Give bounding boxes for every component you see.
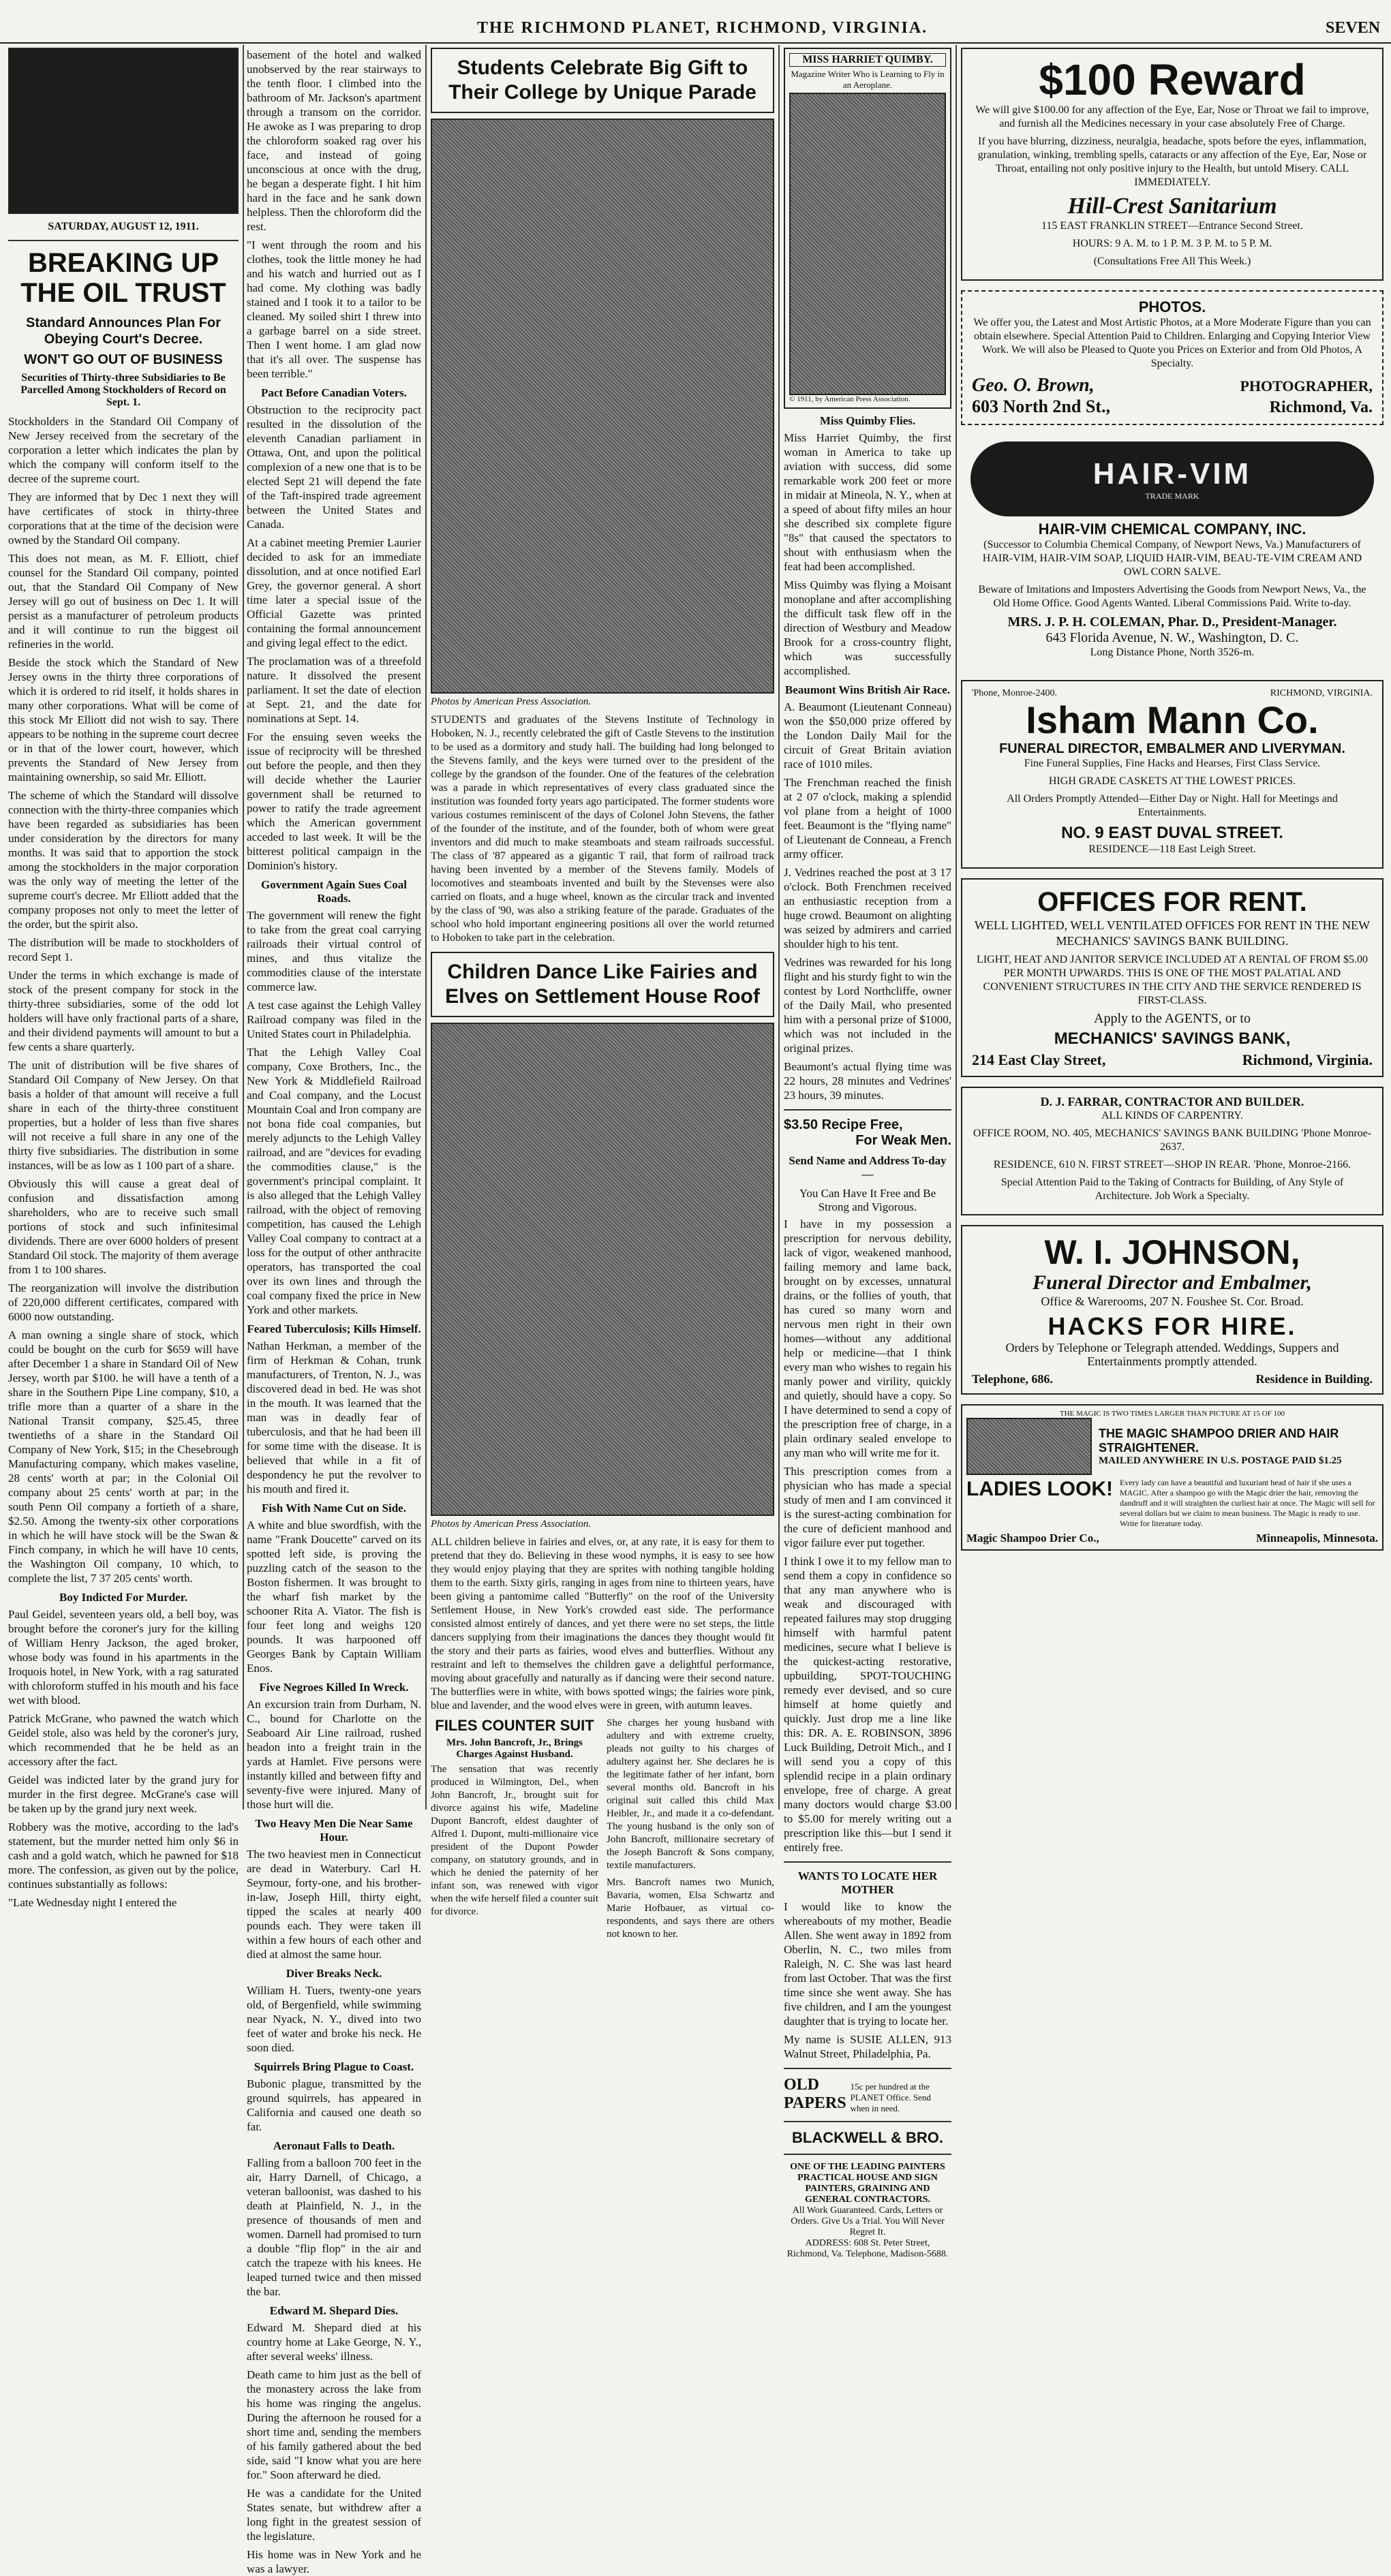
ad-text: WELL LIGHTED, WELL VENTILATED OFFICES FOR RENT IN THE NEW MECHANICS' SAVINGS BANK BUILDING. xyxy=(974,918,1371,948)
page-number: SEVEN xyxy=(1326,19,1381,37)
ad-name: THE MAGIC SHAMPOO DRIER AND HAIR STRAIGHTENER. xyxy=(1099,1426,1339,1455)
ad-text: FUNERAL DIRECTOR, EMBALMER AND LIVERYMAN. xyxy=(999,741,1345,756)
ad-text: MAILED ANYWHERE IN U.S. POSTAGE PAID $1.25 xyxy=(1099,1455,1342,1466)
ad-text: ALL KINDS OF CARPENTRY. xyxy=(1101,1110,1244,1121)
ad-headline: HACKS FOR HIRE. xyxy=(1048,1312,1297,1340)
ad-headline: $3.50 Recipe Free, xyxy=(784,1117,903,1132)
ad-city: Minneapolis, Minnesota. xyxy=(1256,1532,1378,1545)
paragraph: This does not mean, as M. F. Elliott, chief counsel for the Standard Oil company, pointed out, that the Standard Oil Company of New Jersey will go out of business on Dec 1. It will persist as a manufacturer of petroleum products and it will continue to run the biggest oil refineries in the world. xyxy=(8,552,239,651)
subhead: Boy Indicted For Murder. xyxy=(59,1591,187,1604)
paragraph: An excursion train from Durham, N. C., bound for Charlotte on the Seaboard Air Line railroad, rushed headon into a freight train in the yards at Hamlet. Five persons were instantly killed and between fifty and seventy-five were injured. Many of those hurt will die. xyxy=(247,1698,421,1811)
photo-credit: Photos by American Press Association. xyxy=(431,1519,592,1530)
photo-title: MISS HARRIET QUIMBY. xyxy=(789,53,946,67)
paragraph: Falling from a balloon 700 feet in the air, Harry Darnell, of Chicago, a veteran balloonist, was dashed to his death at Plainfield, N. J., in the presence of thousands of men and women. Darnell had promised to turn a double "flip flop" in the air and catch the trapeze with his knees. He leaped turned twice and then missed the bar. xyxy=(247,2156,421,2298)
photo-credit: Photos by American Press Association. xyxy=(431,696,592,707)
ad-text: RESIDENCE—118 East Leigh Street. xyxy=(1088,843,1256,855)
paragraph: I think I owe it to my fellow man to send them a copy in confidence so that any man anywhere who is weak and discouraged with repeated failures may stop drugging himself with harmful patent medicines, secure what I believe is the quickest-acting restorative, upbuilding, SPOT-TOUCHING remedy ever devised, and so cure himself at home quietly and quickly. Just drop me a line like this: DR. A. E. ROBINSON, 3896 Luck Building, Detroit Mich., and I will send you a copy of this splendid recipe in a plain ordinary envelope, free of charge. A great many doctors would charge $3.00 to $5.00 for merely writing out a prescription like this—but I send it entirely free. xyxy=(784,1555,951,1854)
ad-text: Apply to the AGENTS, or to xyxy=(1094,1011,1251,1026)
ad-city: RICHMOND, VIRGINIA. xyxy=(1270,688,1373,698)
column-2 xyxy=(247,48,421,2575)
ad-city: Richmond, Va. xyxy=(1269,399,1373,416)
paragraph: My name is SUSIE ALLEN, 913 Walnut Street, Philadelphia, Pa. xyxy=(784,2033,951,2060)
ad-text: PRACTICAL HOUSE AND SIGN PAINTERS, GRAINING AND GENERAL CONTRACTORS. xyxy=(797,2173,938,2205)
ad-text: RESIDENCE, 610 N. FIRST STREET—SHOP IN REAR. 'Phone, Monroe-2166. xyxy=(993,1159,1351,1170)
ad-text: ADDRESS: 608 St. Peter Street, Richmond, Va. Telephone, Madison-5688. xyxy=(786,2238,949,2259)
paragraph: Geidel was indicted later by the grand jury for murder in the first degree. McGrane's case will be taken up by the grand jury next week. xyxy=(8,1773,239,1815)
ad-text: HOURS: 9 A. M. to 1 P. M. 3 P. M. to 5 P. M. xyxy=(1072,238,1272,249)
ad-text: Funeral Director and Embalmer, xyxy=(1032,1271,1313,1294)
paragraph: That the Lehigh Valley Coal company, Coxe Brothers, Inc., the New York & Middlefield Railroad and Coal company, and the Locust Mountain Coal and Iron company are not bona fide coal companies, but merely adjuncts to the Lehigh Valley railroad, and are "devices for evading the commodities clause," is the government's principal complaint. It is also alleged that the Lehigh Valley railroad, with the object of removing competition, has caused the Lehigh Valley Coal company to contract at a loss for the output of other anthracite operators, has transported the coal over its own lines and through the coal company fixed the price in New York and other markets. xyxy=(247,1046,421,1316)
ad-text: All Orders Promptly Attended—Either Day or Night. Hall for Meetings and Entertainments. xyxy=(1007,793,1338,818)
ad-headline: OLD PAPERS xyxy=(784,2076,846,2112)
ad-text: Beware of Imitations and Imposters Advertising the Goods from Newport News, Va., the Old Home Office. Good Agents Wanted. Liberal Commissions Paid. Write to-day. xyxy=(978,584,1366,609)
paragraph: Obviously this will cause a great deal of confusion and dissatisfaction among shareholders, who are to receive such small portions of stock and such infinitesimal dividends. There are over 6000 holders of present Standard Oil stock. The majority of them average from 1 to 100 shares. xyxy=(8,1177,239,1276)
ad-text: (Consultations Free All This Week.) xyxy=(1093,255,1251,267)
ad-name: D. J. FARRAR, CONTRACTOR AND BUILDER. xyxy=(1040,1095,1304,1108)
headline: THE OIL TRUST xyxy=(20,278,226,308)
paragraph: Miss Quimby was flying a Moisant monoplane and after accomplishing the difficult task flew off in the direction of Westbury and Meadow Brook for a cross-country flight, which was successfully accomplished. xyxy=(784,578,951,677)
paragraph: STUDENTS and graduates of the Stevens Institute of Technology in Hoboken, N. J., recently celebrated the gift of Castle Stevens to the institution to be used as a dormitory and study hall. The building had long belonged to the Stevens family, and the keys were turned over to the president of the college by the grandson of the founder. One of the features of the celebration was a parade in which representatives of every class graduated since the institution was founded forty years ago participated. The former students wore various costumes reminiscent of the days of Colonel John Stevens, the father of the founder of the institute, and of the founder, both of whom were great inventors and did much to make steamboats and steam railroads successful. The class of '87 appeared as a gigantic T rail, that form of railroad track having been invented by a member of the Stevens family. Models of locomotives and steamboats invented and built by the Stevenses were also carried on floats, and a huge wheel, known as the circular track and invented by the class of '90, was also a striking feature of the parade. Graduates of the school who hold important engineering positions all over the world returned to Hoboken to take part in the celebration. xyxy=(431,714,774,944)
paragraph: Edward M. Shepard died at his country home at Lake George, N. Y., after several weeks' illness. xyxy=(247,2321,421,2363)
ad-text: LIGHT, HEAT AND JANITOR SERVICE INCLUDED AT A RENTAL OF FROM $5.00 PER MONTH UPWARDS. THIS IS ONE OF THE MOST PALATIAL AND CONVENIENT STRUCTURES IN THE CITY AND THE SERVICE RENDERED IS FIRST-CLASS. xyxy=(977,954,1368,1006)
ad-headline: OFFICES FOR RENT. xyxy=(1037,887,1307,917)
subhead: Two Heavy Men Die Near Same Hour. xyxy=(255,1817,413,1844)
subhead: Government Again Sues Coal Roads. xyxy=(261,878,407,905)
column-rule xyxy=(243,45,244,1810)
ad-text: PHOTOGRAPHER, xyxy=(1240,377,1373,394)
ad-name: HAIR-VIM CHEMICAL COMPANY, INC. xyxy=(1038,521,1306,538)
ad-headline: BLACKWELL & BRO. xyxy=(791,2129,944,2146)
deck: WON'T GO OUT OF BUSINESS xyxy=(24,352,223,367)
masthead xyxy=(0,0,1391,44)
paragraph: This prescription comes from a physician who has made a special study of men and I am convinced it is the surest-acting combination for the cure of deficient manhood and vigor failure ever put together. xyxy=(784,1465,951,1549)
hair-vim-ad xyxy=(961,435,1384,670)
hill-crest-ad xyxy=(961,48,1384,281)
ad-phone: 'Phone, Monroe-2400. xyxy=(972,688,1058,698)
paragraph: Nathan Herkman, a member of the firm of Herkman & Cohan, trunk manufacturers, of Trenton, N. J., was discovered dead in bed. He was shot in the mouth. It was learned that the man was in deadly fear of tuberculosis, and that he had been ill for some time with the disease. It is believed that while in a fit of despondency he put the revolver to his mouth and fired it. xyxy=(247,1339,421,1495)
ad-text: We will give $100.00 for any affection of the Eye, Ear, Nose or Throat we fail to improve, and furnish all the Medicines necessary in your case absolutely Free of Charge. xyxy=(975,104,1369,129)
feature-headline: Students Celebrate Big Gift to Their College by Unique Parade xyxy=(431,48,774,113)
ad-headline: PHOTOS. xyxy=(1138,298,1206,315)
paragraph: The reorganization will involve the distribution of 220,000 different certificates, compared with 6000 now outstanding. xyxy=(8,1282,239,1323)
parade-photo xyxy=(431,119,774,694)
subhead: Pact Before Canadian Voters. xyxy=(260,386,408,399)
paragraph: At a cabinet meeting Premier Laurier decided to ask for an immediate dissolution, and at once notified Earl Grey, the governor general. A short time later a special issue of the Official Gazette was printed containing the formal announcement and giving legal effect to the edict. xyxy=(247,536,421,649)
deck: Securities of Thirty-three Subsidiaries to Be Parcelled Among Stockholders of Record on Sept. 1. xyxy=(20,372,226,408)
ad-name: Magic Shampoo Drier Co., xyxy=(966,1532,1099,1545)
paragraph: The unit of distribution will be five shares of Standard Oil Company of New Jersey. On that basis a holder of that amount will receive a full share in each of the thirty-three constituent properties, but a holder of less than five shares will not receive a full share in any one of the thirty five subsidiaries. The distribution in some instances, will be as low as 1 100 part of a share. xyxy=(8,1059,239,1172)
subhead: Feared Tuberculosis; Kills Himself. xyxy=(247,1322,421,1335)
ad-city: Richmond, Virginia. xyxy=(1242,1051,1373,1068)
ad-subhead: You Can Have It Free and Be Strong and Vigorous. xyxy=(799,1187,936,1213)
ad-name: Isham Mann Co. xyxy=(1026,698,1319,741)
paragraph: William H. Tuers, twenty-one years old, of Bergenfield, while swimming near Nyack, N. Y., dived into two feet of water and broke his neck. He soon died. xyxy=(247,1984,421,2054)
subhead: Miss Quimby Flies. xyxy=(819,414,916,427)
paragraph: Mrs. Bancroft names two Munich, Bavaria, women, Elsa Schwartz and Marie Hofbauer, as virtual co-respondents, and says there are others not known to her. xyxy=(607,1877,774,1940)
ad-text: MRS. J. P. H. COLEMAN, Phar. D., President-Manager. xyxy=(1007,615,1337,630)
ad-text: We offer you, the Latest and Most Artistic Photos, at a More Moderate Figure than you can obtain elsewhere. Special Attention Paid to Children. Enlarging and Copying Interior View Work. We will also be Pleased to Quote you Prices on Exterior and from Old Photos, A Specialty. xyxy=(973,317,1371,369)
paragraph: "Late Wednesday night I entered the xyxy=(8,1896,177,1909)
paragraph: Obstruction to the reciprocity pact resulted in the dissolution of the eleventh Canadian parliament in Ottawa, Ont, and upon the political complexion of a new one that is to be elected Sept 21 will depend the fate of the Taft-inspired trade agreement between the United States and Canada. xyxy=(247,403,421,531)
paragraph: For the ensuing seven weeks the issue of reciprocity will be threshed out before the people, and then they will decide whether the Laurier government shall be returned to power to ratify the trade agreement which the American government acceded to last week. It will be the bitterest political campaign in the Dominion's history. xyxy=(247,730,421,872)
logo-text: HAIR-VIM xyxy=(1092,456,1252,491)
isham-mann-ad xyxy=(961,680,1384,869)
ad-address: NO. 9 EAST DUVAL STREET. xyxy=(1061,824,1283,842)
subhead: Five Negroes Killed In Wreck. xyxy=(259,1681,409,1694)
paragraph: Death came to him just as the bell of the monastery across the lake from his home was ringing the angelus. During the afternoon he roused for a short time and, sending the members of his family gathered about the bed side, said "I know what you are here for." Soon afterward he died. xyxy=(247,2368,421,2481)
ad-headline: LADIES LOOK! xyxy=(966,1478,1113,1500)
ad-text: Long Distance Phone, North 3526-m. xyxy=(1090,647,1255,658)
column-rule xyxy=(956,45,957,1810)
paragraph: A white and blue swordfish, with the name "Frank Doucette" carved on its spotted left side, is proving the puzzling catch of the season to the Boston fishermen. It was brought to the wharf fish market by the schooner Rita A. Viator. The fish is four feet long and weighs 120 pounds. It was harpooned off Georges Bank by Captain William Enos. xyxy=(247,1519,421,1675)
headline: FILES COUNTER SUIT xyxy=(435,1717,594,1734)
column-4 xyxy=(784,48,951,2259)
logo-subtext: TRADE MARK xyxy=(1145,491,1199,501)
paragraph: The government will renew the fight to take from the great coal carrying railroads their virtual control of mines, and thus vitalize the commodities clause of the interstate commerce law. xyxy=(247,909,421,993)
paragraph: A test case against the Lehigh Valley Railroad company was filed in the United States court in Philadelphia. xyxy=(247,999,421,1040)
paragraph: I would like to know the whereabouts of my mother, Beadie Allen. She went away in 1892 from Oberlin, N. C., two miles from Raleigh, N. C. She was last heard from last October. That was the first time since she went away. She has five children, and I am the youngest daughter that is trying to locate her. xyxy=(784,1900,951,2028)
ad-name: Geo. O. Brown, xyxy=(972,375,1095,396)
copyright-line: © 1911, by American Press Association. xyxy=(789,395,911,403)
paragraph: His home was in New York and he was a lawyer. xyxy=(247,2548,421,2575)
ad-text: Special Attention Paid to the Taking of Contracts for Building, of Any Style of Architecture. Job Work a Specialty. xyxy=(1000,1177,1344,1202)
deck: Mrs. John Bancroft, Jr., Brings Charges Against Husband. xyxy=(446,1737,583,1760)
paragraph: Bubonic plague, transmitted by the ground squirrels, has appeared in California and caused one death so far. xyxy=(247,2077,421,2133)
column-3 xyxy=(431,48,774,1940)
farrar-ad xyxy=(961,1087,1384,1215)
paragraph: They are informed that by Dec 1 next they will have certificates of stock in thirty-three corporations that at the time of the decision were owned by the Standard Oil company. xyxy=(8,491,239,546)
column-1 xyxy=(8,48,239,1909)
paragraph: Miss Harriet Quimby, the first woman in America to take up aviation with success, did some remarkable work 200 feet or more in midair at Mineola, N. Y., when at a speed of about fifty miles an hour she described six complete figure "8s" that caused the spectators to shout with enthusiasm when the feat had been accomplished. xyxy=(784,431,951,573)
quimby-photo-box xyxy=(784,48,951,409)
subhead: Diver Breaks Neck. xyxy=(286,1967,382,1980)
paragraph: Stockholders in the Standard Oil Company of New Jersey received from the secretary of the corporation a letter which indicates the plan by which the company will conform itself to the decree of the supreme court. xyxy=(8,415,239,485)
ad-text: THE MAGIC IS TWO TIMES LARGER THAN PICTURE AT 15 OF 100 xyxy=(1059,1410,1285,1418)
column-rule xyxy=(778,45,780,1810)
paragraph: A. Beaumont (Lieutenant Conneau) won the $50,000 prize offered by the London Daily Mail for the circuit of Great Britain aviation race of 1010 miles. xyxy=(784,700,951,771)
paragraph: Beaumont's actual flying time was 22 hours, 28 minutes and Vedrines' 23 hours, 39 minutes. xyxy=(784,1060,951,1102)
paragraph: The proclamation was of a threefold nature. It dissolved the present parliament. It set the date of election at Sept. 21, and the date for nominations at Sept. 14. xyxy=(247,655,421,725)
paragraph: "I went through the room and his clothes, took the little money he had and his watch and hurried out as I had come. My clothing was badly stained and I took it to a tailor to be cleaned. My soiled shirt I threw into a garbage barrel on a side street. Then I went home. I am glad now that it's all over. The suspense has been terrible." xyxy=(247,238,421,380)
photo-caption: Magazine Writer Who is Learning to Fly in an Aeroplane. xyxy=(791,69,945,90)
ad-text: 115 EAST FRANKLIN STREET—Entrance Second Street. xyxy=(1041,220,1303,232)
brown-photo-ad xyxy=(961,290,1384,425)
ad-phone: Telephone, 686. xyxy=(972,1372,1053,1386)
paragraph: I have in my possession a prescription for nervous debility, lack of vigor, weakened manhood, failing memory and lame back, brought on by excesses, unnatural drains, or the follies of youth, that has cured so many worn and nervous men right in their own homes—without any additional help or medicine—that I think every man who wishes to regain his manly power and virility, quickly and quietly, should have a copy. So I have determined to send a copy of the prescription free of charge, in a plain ordinary sealed envelope to any man who will write me for it. xyxy=(784,1217,951,1459)
offices-for-rent-ad xyxy=(961,878,1384,1077)
paragraph: He was a candidate for the United States senate, but withdrew after a long fight in the greatest session of the legislature. xyxy=(247,2487,421,2543)
ad-text: OFFICE ROOM, NO. 405, MECHANICS' SAVINGS BANK BUILDING 'Phone Monroe-2637. xyxy=(973,1128,1372,1153)
paragraph: Under the terms in which exchange is made of stock of the present company for stock in the thirty-three subsidiaries, some of the odd lot holders will have only fractional parts of a share, and their dividend payments will amount to but a few cents a share quarterly. xyxy=(8,969,239,1053)
johnson-ad xyxy=(961,1225,1384,1395)
ad-text: (Successor to Columbia Chemical Company, of Newport News, Va.) Manufacturers of HAIR-VIM, HAIR-VIM SOAP, LIQUID HAIR-VIM, BEAU-TE-VIM CREAM AND OWL CORN SALVE. xyxy=(982,539,1362,578)
paragraph: J. Vedrines reached the post at 3 17 o'clock. Both Frenchmen received an enthusiastic reception from a huge crowd. Beaumont on alighting was seized by admirers and carried shoulder high to his tent. xyxy=(784,866,951,950)
subhead: Squirrels Bring Plague to Coast. xyxy=(254,2060,414,2073)
ad-text: Residence in Building. xyxy=(1255,1372,1373,1386)
paragraph: The Frenchman reached the finish at 2 07 o'clock, making a splendid vol plane from a height of 1000 feet. Beaumont is the "flying name" of Lieutenant de Conneau, a French army officer. xyxy=(784,776,951,860)
feature-headline: Children Dance Like Fairies and Elves on Settlement House Roof xyxy=(431,952,774,1017)
ad-text: If you have blurring, dizziness, neuralgia, headache, spots before the eyes, inflammation, granulation, winking, trembling spells, cataracts or any affection of the Eye, Ear, Nose or Throat, entailing not only positive injury to the Health, but untold Misery. CALL IMMEDIATELY. xyxy=(977,136,1367,188)
hair-vim-logo xyxy=(970,441,1374,516)
ad-address: 643 Florida Avenue, N. W., Washington, D. C. xyxy=(1045,630,1299,645)
ad-text: Office & Warerooms, 207 N. Foushee St. Cor. Broad. xyxy=(1041,1294,1304,1308)
quimby-portrait xyxy=(789,93,946,395)
deck: Standard Announces Plan For Obeying Court's Decree. xyxy=(26,315,221,347)
newspaper-title: THE RICHMOND PLANET, RICHMOND, VIRGINIA. xyxy=(477,19,928,37)
paragraph: She charges her young husband with adultery and with extreme cruelty, pleads not guilty to his charges of adultery against her. She declares he is the legitimate father of her infant, born several months old. Bancroft in his original suit called this child Max Heibler, Jr., and made it a co-defendant. The young husband is the only son of John Bancroft, millionaire secretary of the Joseph Bancroft & Sons company, textile manufacturers. xyxy=(607,1718,774,1871)
paragraph: A man owning a single share of stock, which could be bought on the curb for $659 will have after December 1 a share in Standard Oil of New Jersey, worth par $100. he will have a tenth of a share in the Southern Pipe Line company, $10, a trifle more than a quarter of a share in the National Transit company, $25.45, three twentieths of a share in the Standard Oil Company of New York, $15; in the Chesebrough Manufacturing company, which makes vaseline, 28 cents' worth at par; in the Colonial Oil company about 25 cents' worth at par; in the south Penn Oil company a fortieth of a share, $2.50. Among the twenty-six other corporations in which he will have stock will be the Swan & Finch company, in which he will have 10 cents, the Washington Oil company, 10 which, to complete the list, 7 37 205 cents' worth. xyxy=(8,1329,239,1585)
column-5 xyxy=(961,48,1384,1805)
ad-headline: WANTS TO LOCATE HER MOTHER xyxy=(797,1869,938,1896)
ad-address: 214 East Clay Street, xyxy=(972,1051,1106,1068)
subhead: Edward M. Shepard Dies. xyxy=(269,2304,399,2317)
ad-text: ONE OF THE LEADING PAINTERS xyxy=(790,2162,945,2172)
ad-text: Every lady can have a beautiful and luxuriant head of hair if she uses a MAGIC. After a shampoo go with the Magic drier the hair, removing the dandruff and it will straighten the curliest hair at once. The Magic will sell for several dollars but we claim to mean business. The Magic is ready to use. Write for literature today. xyxy=(1120,1478,1375,1528)
paragraph: Paul Geidel, seventeen years old, a bell boy, was brought before the coroner's jury for the killing of William Henry Jackson, the aged broker, whose body was found in his apartments in the Iroquois hotel, in New York, with a rag saturated with chloroform stuffed in his mouth and his face wet with blood. xyxy=(8,1608,239,1707)
children-dance-photo xyxy=(431,1023,774,1516)
paragraph: Vedrines was rewarded for his long flight and his sturdy fight to win the contest by Lord Northcliffe, owner of the Daily Mail, who presented him with a personal prize of $1000, which was not included in the original prizes. xyxy=(784,956,951,1055)
headline: BREAKING UP xyxy=(27,248,219,278)
paragraph: Robbery was the motive, according to the lad's statement, but the murder netted him only $6 in cash and a gold watch, which he pawned for $18 more. The confession, as given out by the police, continues substantially as follows: xyxy=(8,1820,239,1891)
paragraph: Patrick McGrane, who pawned the watch which Geidel stole, also was held by the coroner's jury, which recommended that he be held as an accessory after the fact. xyxy=(8,1712,239,1768)
paragraph: basement of the hotel and walked unobserved by the rear stairways to the tenth floor. I climbed into the bathroom of Mr. Jackson's apartment through a transom on the corridor. He awoke as I was preparing to drop the chloroform soaked rag over his face, and instead of going unconscious at once with the drug, he began a desperate fight. I hit him hard in the face and he sank down helpless. Then the chloroform did the rest. xyxy=(247,48,421,233)
issue-date: SATURDAY, AUGUST 12, 1911. xyxy=(48,221,199,232)
column-rule xyxy=(425,45,427,1810)
ad-text: 15c per hundred at the PLANET Office. Send when in need. xyxy=(850,2081,931,2113)
ad-name: Hill-Crest Sanitarium xyxy=(1067,193,1277,219)
magic-shampoo-ad xyxy=(961,1404,1384,1551)
shampoo-drier-illustration xyxy=(966,1418,1092,1475)
subhead: Fish With Name Cut on Side. xyxy=(262,1502,406,1515)
ad-subhead: Send Name and Address To-day— xyxy=(789,1154,947,1181)
ad-name: W. I. JOHNSON, xyxy=(1044,1233,1300,1271)
paragraph: The sensation that was recently produced in Wilmington, Del., when John Bancroft, Jr., brought suit for divorce against his wife, Madeline Dupont Bancroft, eldest daughter of Alfred I. Dupont, multi-millionaire vice president of the Dupont Powder company, on statutory grounds, and in which he denied the paternity of her infant son, was renewed with vigor when the wife herself filed a counter suit for divorce. xyxy=(431,1764,598,1917)
ad-headline: For Weak Men. xyxy=(855,1133,951,1148)
redacted-image xyxy=(8,48,239,214)
ad-text: HIGH GRADE CASKETS AT THE LOWEST PRICES. xyxy=(1048,775,1296,787)
paragraph: ALL children believe in fairies and elves, or, at any rate, it is easy for them to pretend that they do. Believing in these wood nymphs, it is easy to see how they would enjoy playing that they are sprites with nothing tangible holding them to the earth. Sixty girls, ranging in ages from nine to thirteen years, have been giving a pantomime called "Butterfly" on the roof of the University Settlement House, in New York's crowded east side. The performance consisted almost entirely of dances, and yet there were no set steps, the little dancers supplying from their imaginations the dances they thought would fit the story and their parts as fairies, wood elves and butterflies. Without any restraint and left to themselves the children gave a delightful performance, moving about gracefully and naturally as if dancing were their second nature. The butterflies were in white, with bows spotted wings; the fairies wore pink, blue and lavender, and the wood elves were in green, with autumn leaves. xyxy=(431,1536,774,1711)
subhead: Beaumont Wins British Air Race. xyxy=(784,683,951,696)
ad-text: Orders by Telephone or Telegraph attended. Weddings, Suppers and Entertainments promptly attended. xyxy=(1005,1341,1339,1368)
paragraph: The scheme of which the Standard will dissolve connection with the thirty-three companies which have been regarded as subsidiaries has been under consideration by the directors for many months. It was said that to apportion the stock among the stockholders in the major corporation was the only way of meeting the letter of the supreme court's decree. Mr Elliott added that the company proposes not only to meet the letter of the order, but the spirit also. xyxy=(8,789,239,931)
ad-headline: $100 Reward xyxy=(1039,55,1306,104)
paragraph: The distribution will be made to stockholders of record Sept 1. xyxy=(8,936,239,963)
ad-text: Fine Funeral Supplies, Fine Hacks and Hearses, First Class Service. xyxy=(1024,758,1321,769)
ad-address: 603 North 2nd St., xyxy=(972,397,1110,416)
subhead: Aeronaut Falls to Death. xyxy=(273,2139,395,2152)
paragraph: Beside the stock which the Standard of New Jersey owns in the thirty three corporations of which it is ordered to rid itself, it holds shares in many other corporations. What will be come of this stock Mr Elliott did not wish to say. There appears to be nothing in the supreme court decree or in that of the lower court, however, which prevents the Standard of New Jersey from maintaining ownership, so said Mr. Elliott. xyxy=(8,656,239,783)
ad-text: All Work Guaranteed. Cards, Letters or Orders. Give Us a Trial. You Will Never Regret It. xyxy=(791,2205,945,2237)
ad-name: MECHANICS' SAVINGS BANK, xyxy=(1054,1029,1291,1048)
paragraph: The two heaviest men in Connecticut are dead in Waterbury. Carl H. Seymour, forty-one, and his brother-in-law, Joseph Hill, thirty eight, tipped the scales at nearly 400 pounds each. They were taken ill within a few hours of each other and died at almost the same hour. xyxy=(247,1848,421,1961)
